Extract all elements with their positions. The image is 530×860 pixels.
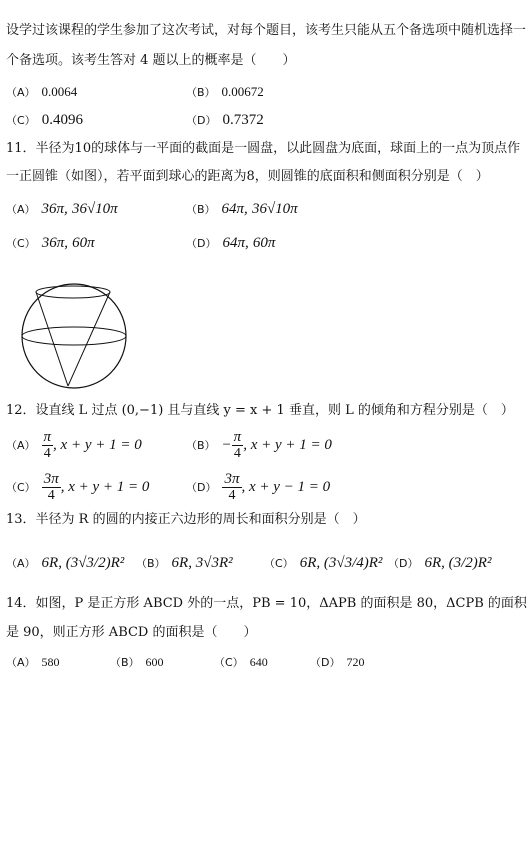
q14-option-b: （B） 600 [110, 655, 164, 669]
q14-option-a: （A） 580 [6, 655, 60, 669]
q12-option-c: （C） $\frac{3\pi}{4}$ , x + y + 1 = 0 [6, 471, 150, 503]
q11-stem-line1: 11．半径为10的球体与一平面的截面是一圆盘，以此圆盘为底面，球面上的一点为顶点作 [6, 141, 521, 156]
q11-option-d: （D） 64π, 60π [186, 235, 276, 251]
q14-option-c: （C） 640 [214, 655, 268, 669]
q12-option-b: （B） − $\frac{\pi}{4}$ , x + y + 1 = 0 [186, 429, 332, 461]
q10-stem-line1: 设学过该课程的学生参加了这次考试，对每个题目，该考生只能从五个备选项中随机选择一 [6, 23, 527, 38]
q12-option-a: （A） $\frac{\pi}{4}$ , x + y + 1 = 0 [6, 429, 142, 461]
q14-stem-line2: 是 90，则正方形 ABCD 的面积是（ ） [6, 625, 257, 640]
q12-option-d: （D） $\frac{3\pi}{4}$ , x + y − 1 = 0 [186, 471, 331, 503]
q13-option-b: （B） 6R, 3√3R² [136, 555, 233, 571]
q10-option-d: （D） 0.7372 [186, 112, 264, 128]
q11-option-b: （B） 64π, 36√10π [186, 201, 298, 217]
q13-stem: 13．半径为 R 的圆的内接正六边形的周长和面积分别是（ ） [6, 512, 366, 527]
q13-option-d: （D） 6R, (3/2)R² [388, 555, 492, 571]
q13-option-a: （A） 6R, (3√3/2)R² [6, 555, 125, 571]
q10-stem-line2: 个备选项。该考生答对 4 题以上的概率是（ ） [6, 53, 296, 68]
q12-stem: 12．设直线 L 过点 (0,−1) 且与直线 y = x + 1 垂直，则 L 的倾角和方程分别是（ ） [6, 403, 514, 418]
q14-option-d: （D） 720 [310, 655, 365, 669]
q11-stem-line2: 一正圆锥（如图），若平面到球心的距离为8，则圆锥的底面积和侧面积分别是（ ） [6, 169, 489, 184]
sphere-cone-figure [10, 282, 140, 392]
q14-stem-line1: 14．如图，P 是正方形 ABCD 外的一点，PB = 10，ΔAPB 的面积是 80，ΔCPB 的面积 [6, 596, 527, 611]
q11-option-a: （A） 36π, 36√10π [6, 201, 118, 217]
q11-option-c: （C） 36π, 60π [6, 235, 95, 251]
q10-option-c: （C） 0.4096 [6, 112, 83, 128]
q10-option-a: （A） 0.0064 [6, 84, 78, 99]
q10-option-b: （B） 0.00672 [186, 84, 264, 99]
q13-option-c: （C） 6R, (3√3/4)R² [264, 555, 383, 571]
